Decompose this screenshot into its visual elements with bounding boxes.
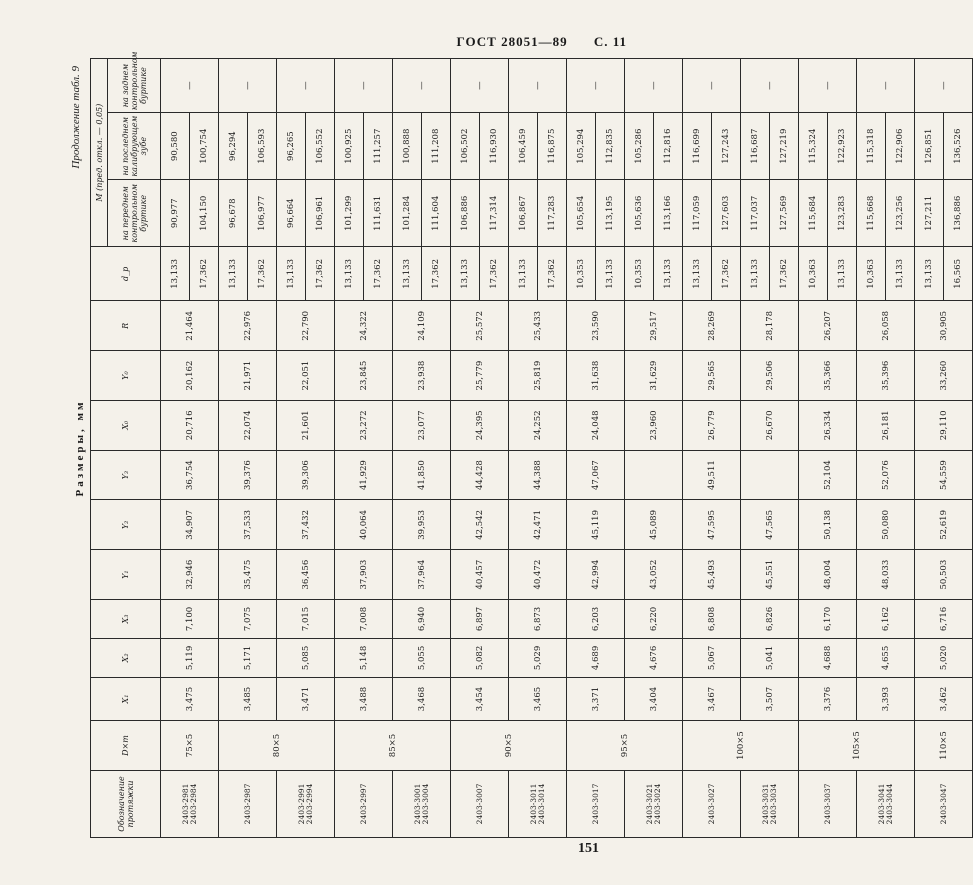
- cell-m-front: 136,886: [944, 180, 973, 247]
- cell-m-front: 111,604: [422, 180, 451, 247]
- cell-y0: 35,366: [799, 351, 857, 401]
- col-dp: d_p: [91, 247, 161, 301]
- cell-m-last: 116,687: [741, 113, 770, 180]
- cell-y3: 44,388: [509, 450, 567, 500]
- cell-dm: 100×5: [683, 721, 799, 771]
- cell-dp: 17,362: [712, 247, 741, 301]
- cell-r: 22,790: [277, 301, 335, 351]
- col-x1: X₁: [91, 677, 161, 720]
- cell-x2: 5,055: [393, 638, 451, 677]
- cell-dp: 17,362: [190, 247, 219, 301]
- cell-y1: 42,994: [567, 550, 625, 600]
- cell-x2: 5,067: [683, 638, 741, 677]
- cell-y3: [741, 450, 799, 500]
- table-row: [915, 59, 944, 838]
- cell-r: 24,109: [393, 301, 451, 351]
- col-m-front: на переднем контрольном буртике: [108, 180, 161, 247]
- cell-m-rear: —: [509, 59, 567, 113]
- cell-m-rear: —: [335, 59, 393, 113]
- cell-x2: 5,041: [741, 638, 799, 677]
- cell-designation: 2403-3047: [915, 770, 973, 837]
- cell-y0: 21,971: [219, 351, 277, 401]
- cell-x0: 23,272: [335, 400, 393, 450]
- cell-dp: 13,133: [683, 247, 712, 301]
- cell-m-last: 112,835: [596, 113, 625, 180]
- cell-m-rear: —: [741, 59, 799, 113]
- cell-m-front: 115,684: [799, 180, 828, 247]
- cell-y3: 41,850: [393, 450, 451, 500]
- cell-r: 22,976: [219, 301, 277, 351]
- cell-y1: 45,493: [683, 550, 741, 600]
- cell-m-last: 105,294: [567, 113, 596, 180]
- cell-x1: 3,376: [799, 677, 857, 720]
- cell-dp: 17,362: [538, 247, 567, 301]
- cell-m-last: 116,930: [480, 113, 509, 180]
- dimensions-table: [90, 51, 973, 838]
- cell-x0: 20,716: [161, 400, 219, 450]
- cell-dp: 10,353: [625, 247, 654, 301]
- cell-m-last: 100,888: [393, 113, 422, 180]
- cell-y0: 23,938: [393, 351, 451, 401]
- col-dm: D×m: [91, 721, 161, 771]
- cell-x1: 3,488: [335, 677, 393, 720]
- cell-m-rear: —: [915, 59, 973, 113]
- col-x0: X₀: [91, 400, 161, 450]
- cell-x0: 26,670: [741, 400, 799, 450]
- cell-y1: 32,946: [161, 550, 219, 600]
- col-m-rear: на заднем контрольном буртике: [108, 59, 161, 113]
- cell-dp: 13,133: [393, 247, 422, 301]
- cell-y2: 42,471: [509, 500, 567, 550]
- cell-x2: 5,148: [335, 638, 393, 677]
- cell-designation: 2403-3021 2403-3024: [625, 770, 683, 837]
- cell-m-front: 105,636: [625, 180, 654, 247]
- cell-dp: 10,363: [857, 247, 886, 301]
- cell-y2: 37,533: [219, 500, 277, 550]
- cell-y3: 36,754: [161, 450, 219, 500]
- cell-dp: 13,133: [886, 247, 915, 301]
- cell-m-rear: —: [393, 59, 451, 113]
- cell-dm: 105×5: [799, 721, 915, 771]
- cell-m-front: 106,886: [451, 180, 480, 247]
- cell-designation: 2403-3027: [683, 770, 741, 837]
- cell-dp: 17,362: [306, 247, 335, 301]
- table-row: [335, 59, 364, 838]
- cell-x1: 3,404: [625, 677, 683, 720]
- cell-x1: 3,475: [161, 677, 219, 720]
- cell-y0: 25,819: [509, 351, 567, 401]
- cell-m-last: 96,294: [219, 113, 248, 180]
- table-row: [567, 59, 596, 838]
- page-label: С. 11: [593, 34, 627, 49]
- cell-dp: 17,362: [770, 247, 799, 301]
- cell-y1: 48,033: [857, 550, 915, 600]
- cell-m-front: 105,654: [567, 180, 596, 247]
- cell-m-front: 96,678: [219, 180, 248, 247]
- cell-y2: 50,080: [857, 500, 915, 550]
- table-row: [683, 59, 712, 838]
- table-row: [277, 59, 306, 838]
- cell-m-last: 127,243: [712, 113, 741, 180]
- cell-m-rear: —: [799, 59, 857, 113]
- col-m-last: на последнем калибрующем зубе: [108, 113, 161, 180]
- col-designation: Обозначение протяжки: [91, 770, 161, 837]
- cell-m-last: 127,219: [770, 113, 799, 180]
- cell-x2: 4,688: [799, 638, 857, 677]
- cell-y0: 23,845: [335, 351, 393, 401]
- cell-y2: 52,619: [915, 500, 973, 550]
- cell-y0: 35,396: [857, 351, 915, 401]
- cell-x2: 4,655: [857, 638, 915, 677]
- cell-r: 30,905: [915, 301, 973, 351]
- cell-y0: 31,638: [567, 351, 625, 401]
- cell-m-last: 115,324: [799, 113, 828, 180]
- cell-y0: 33,260: [915, 351, 973, 401]
- cell-m-last: 115,318: [857, 113, 886, 180]
- cell-m-front: 101,284: [393, 180, 422, 247]
- cell-m-front: 117,314: [480, 180, 509, 247]
- cell-r: 28,269: [683, 301, 741, 351]
- cell-y2: 47,565: [741, 500, 799, 550]
- cell-y0: 29,565: [683, 351, 741, 401]
- cell-x0: 26,779: [683, 400, 741, 450]
- cell-x0: 23,077: [393, 400, 451, 450]
- cell-x2: 4,689: [567, 638, 625, 677]
- cell-dp: 16,565: [944, 247, 973, 301]
- cell-r: 23,590: [567, 301, 625, 351]
- cell-x1: 3,371: [567, 677, 625, 720]
- cell-designation: 2403-3001 2403-3004: [393, 770, 451, 837]
- cell-x0: 24,252: [509, 400, 567, 450]
- cell-dp: 13,133: [335, 247, 364, 301]
- cell-dm: 110×5: [915, 721, 973, 771]
- cell-dp: 13,133: [741, 247, 770, 301]
- cell-m-front: 127,211: [915, 180, 944, 247]
- cell-designation: 2403-3041 2403-3044: [857, 770, 915, 837]
- cell-x1: 3,393: [857, 677, 915, 720]
- cell-x3: 6,716: [915, 600, 973, 639]
- cell-y0: 31,629: [625, 351, 683, 401]
- cell-dp: 17,362: [480, 247, 509, 301]
- table-row: [451, 59, 480, 838]
- cell-y3: 52,104: [799, 450, 857, 500]
- cell-y1: 45,551: [741, 550, 799, 600]
- cell-y0: 20,162: [161, 351, 219, 401]
- cell-dm: 80×5: [219, 721, 335, 771]
- cell-dp: 13,133: [277, 247, 306, 301]
- cell-y3: 54,559: [915, 450, 973, 500]
- cell-y2: 34,907: [161, 500, 219, 550]
- col-y0: Y₀: [91, 351, 161, 401]
- cell-m-last: 122,906: [886, 113, 915, 180]
- cell-dm: 85×5: [335, 721, 451, 771]
- cell-x1: 3,485: [219, 677, 277, 720]
- cell-y3: 39,306: [277, 450, 335, 500]
- cell-m-front: 106,961: [306, 180, 335, 247]
- cell-y2: 47,595: [683, 500, 741, 550]
- cell-designation: 2403-3007: [451, 770, 509, 837]
- cell-m-last: 136,526: [944, 113, 973, 180]
- cell-dp: 13,133: [828, 247, 857, 301]
- table-row: [219, 59, 248, 838]
- cell-designation: 2403-2997: [335, 770, 393, 837]
- cell-m-rear: —: [219, 59, 277, 113]
- cell-m-last: 126,851: [915, 113, 944, 180]
- cell-x2: 5,085: [277, 638, 335, 677]
- cell-y0: 22,051: [277, 351, 335, 401]
- cell-dp: 13,133: [161, 247, 190, 301]
- cell-y1: 35,475: [219, 550, 277, 600]
- cell-m-front: 106,867: [509, 180, 538, 247]
- table-row: [741, 59, 770, 838]
- cell-x2: 5,029: [509, 638, 567, 677]
- cell-y0: 29,506: [741, 351, 799, 401]
- cell-dm: 75×5: [161, 721, 219, 771]
- cell-x1: 3,507: [741, 677, 799, 720]
- cell-y1: 40,457: [451, 550, 509, 600]
- cell-m-last: 116,875: [538, 113, 567, 180]
- cell-m-front: 113,195: [596, 180, 625, 247]
- cell-dp: 17,362: [248, 247, 277, 301]
- cell-m-last: 105,286: [625, 113, 654, 180]
- cell-x3: 7,015: [277, 600, 335, 639]
- cell-designation: 2403-2981 2403-2984: [161, 770, 219, 837]
- table-body: [161, 59, 973, 838]
- cell-y2: 50,138: [799, 500, 857, 550]
- cell-m-front: 90,977: [161, 180, 190, 247]
- cell-dp: 13,133: [915, 247, 944, 301]
- cell-x0: 26,334: [799, 400, 857, 450]
- cell-x0: 21,601: [277, 400, 335, 450]
- cell-m-last: 122,923: [828, 113, 857, 180]
- cell-y1: 50,503: [915, 550, 973, 600]
- cell-y1: 37,903: [335, 550, 393, 600]
- cell-y2: 42,542: [451, 500, 509, 550]
- cell-x3: 6,170: [799, 600, 857, 639]
- col-x2: X₂: [91, 638, 161, 677]
- cell-dp: 13,133: [509, 247, 538, 301]
- cell-dp: 13,133: [451, 247, 480, 301]
- cell-x1: 3,465: [509, 677, 567, 720]
- cell-x0: 26,181: [857, 400, 915, 450]
- cell-m-front: 127,603: [712, 180, 741, 247]
- cell-m-last: 100,754: [190, 113, 219, 180]
- cell-x2: 5,082: [451, 638, 509, 677]
- cell-m-rear: —: [683, 59, 741, 113]
- cell-x0: 24,048: [567, 400, 625, 450]
- cell-dp: 13,133: [219, 247, 248, 301]
- cell-y1: 43,052: [625, 550, 683, 600]
- cell-x2: 5,020: [915, 638, 973, 677]
- cell-dp: 17,362: [422, 247, 451, 301]
- rotated-table-area: [70, 51, 963, 838]
- cell-designation: 2403-2991 2403-2994: [277, 770, 335, 837]
- standard-number: ГОСТ 28051—89: [456, 34, 568, 49]
- cell-m-last: 111,257: [364, 113, 393, 180]
- cell-x3: 7,008: [335, 600, 393, 639]
- cell-m-front: 111,631: [364, 180, 393, 247]
- cell-y3: 49,511: [683, 450, 741, 500]
- cell-r: 28,178: [741, 301, 799, 351]
- cell-r: 26,207: [799, 301, 857, 351]
- cell-m-last: 106,459: [509, 113, 538, 180]
- table-caption: Продолжение табл. 9: [70, 66, 82, 169]
- cell-m-front: 101,299: [335, 180, 364, 247]
- cell-x3: 6,220: [625, 600, 683, 639]
- cell-x0: 29,110: [915, 400, 973, 450]
- cell-designation: 2403-3031 2403-3034: [741, 770, 799, 837]
- cell-dp: 10,363: [799, 247, 828, 301]
- cell-x1: 3,467: [683, 677, 741, 720]
- cell-x3: 6,897: [451, 600, 509, 639]
- cell-m-last: 100,925: [335, 113, 364, 180]
- cell-x3: 6,873: [509, 600, 567, 639]
- cell-m-last: 112,816: [654, 113, 683, 180]
- table-row: [857, 59, 886, 838]
- cell-m-rear: —: [567, 59, 625, 113]
- cell-dp: 17,362: [364, 247, 393, 301]
- cell-x1: 3,471: [277, 677, 335, 720]
- cell-m-front: 117,283: [538, 180, 567, 247]
- col-m-group: M (пред. откл. — 0,05): [91, 59, 108, 247]
- cell-m-front: 96,664: [277, 180, 306, 247]
- cell-m-rear: —: [277, 59, 335, 113]
- cell-r: 21,464: [161, 301, 219, 351]
- cell-dp: 13,133: [654, 247, 683, 301]
- cell-dp: 10,353: [567, 247, 596, 301]
- cell-y3: 39,376: [219, 450, 277, 500]
- cell-m-last: 111,208: [422, 113, 451, 180]
- cell-x2: 5,171: [219, 638, 277, 677]
- cell-x1: 3,462: [915, 677, 973, 720]
- cell-m-front: 104,150: [190, 180, 219, 247]
- cell-r: 25,572: [451, 301, 509, 351]
- cell-m-rear: —: [857, 59, 915, 113]
- cell-m-rear: —: [451, 59, 509, 113]
- col-y2: Y₂: [91, 500, 161, 550]
- cell-dm: 95×5: [567, 721, 683, 771]
- cell-x0: 24,395: [451, 400, 509, 450]
- table-row: [509, 59, 538, 838]
- col-x3: X₃: [91, 600, 161, 639]
- cell-x0: 23,960: [625, 400, 683, 450]
- col-y3: Y₃: [91, 450, 161, 500]
- cell-designation: 2403-3011 2403-3014: [509, 770, 567, 837]
- cell-m-last: 90,580: [161, 113, 190, 180]
- cell-y1: 40,472: [509, 550, 567, 600]
- cell-m-last: 116,699: [683, 113, 712, 180]
- cell-x3: 6,808: [683, 600, 741, 639]
- cell-x0: 22,074: [219, 400, 277, 450]
- cell-m-front: 117,059: [683, 180, 712, 247]
- cell-r: 26,058: [857, 301, 915, 351]
- cell-m-front: 117,037: [741, 180, 770, 247]
- cell-m-front: 106,977: [248, 180, 277, 247]
- cell-m-last: 96,265: [277, 113, 306, 180]
- cell-y2: 37,432: [277, 500, 335, 550]
- cell-m-front: 113,166: [654, 180, 683, 247]
- cell-y3: 52,076: [857, 450, 915, 500]
- cell-designation: 2403-3037: [799, 770, 857, 837]
- cell-designation: 2403-3017: [567, 770, 625, 837]
- cell-y2: 40,064: [335, 500, 393, 550]
- cell-m-last: 106,552: [306, 113, 335, 180]
- table-supertitle: Размеры, мм: [74, 399, 86, 497]
- cell-y3: [625, 450, 683, 500]
- cell-y1: 48,004: [799, 550, 857, 600]
- cell-r: 24,322: [335, 301, 393, 351]
- cell-m-front: 123,283: [828, 180, 857, 247]
- cell-y1: 37,964: [393, 550, 451, 600]
- cell-designation: 2403-2987: [219, 770, 277, 837]
- cell-y1: 36,456: [277, 550, 335, 600]
- cell-y3: 47,067: [567, 450, 625, 500]
- cell-y2: 45,119: [567, 500, 625, 550]
- cell-dp: 13,133: [596, 247, 625, 301]
- cell-r: 29,517: [625, 301, 683, 351]
- cell-y2: 39,953: [393, 500, 451, 550]
- cell-x3: 7,075: [219, 600, 277, 639]
- cell-m-last: 106,502: [451, 113, 480, 180]
- cell-dm: 90×5: [451, 721, 567, 771]
- cell-m-rear: —: [161, 59, 219, 113]
- cell-x3: 7,100: [161, 600, 219, 639]
- cell-y3: 41,929: [335, 450, 393, 500]
- cell-m-last: 106,593: [248, 113, 277, 180]
- table-row: [625, 59, 654, 838]
- cell-m-rear: —: [625, 59, 683, 113]
- cell-x1: 3,468: [393, 677, 451, 720]
- col-y1: Y₁: [91, 550, 161, 600]
- table-row: [393, 59, 422, 838]
- page-number: 151: [578, 841, 599, 856]
- cell-x1: 3,454: [451, 677, 509, 720]
- cell-y3: 44,428: [451, 450, 509, 500]
- cell-m-front: 127,569: [770, 180, 799, 247]
- cell-x3: 6,162: [857, 600, 915, 639]
- cell-m-front: 123,256: [886, 180, 915, 247]
- cell-x2: 5,119: [161, 638, 219, 677]
- cell-x3: 6,940: [393, 600, 451, 639]
- cell-r: 25,433: [509, 301, 567, 351]
- page-header: [435, 34, 627, 50]
- col-r: R: [91, 301, 161, 351]
- cell-x2: 4,676: [625, 638, 683, 677]
- cell-m-front: 115,668: [857, 180, 886, 247]
- cell-x3: 6,826: [741, 600, 799, 639]
- cell-y2: 45,089: [625, 500, 683, 550]
- table-row: [799, 59, 828, 838]
- cell-x3: 6,203: [567, 600, 625, 639]
- table-row: [161, 59, 190, 838]
- cell-y0: 25,779: [451, 351, 509, 401]
